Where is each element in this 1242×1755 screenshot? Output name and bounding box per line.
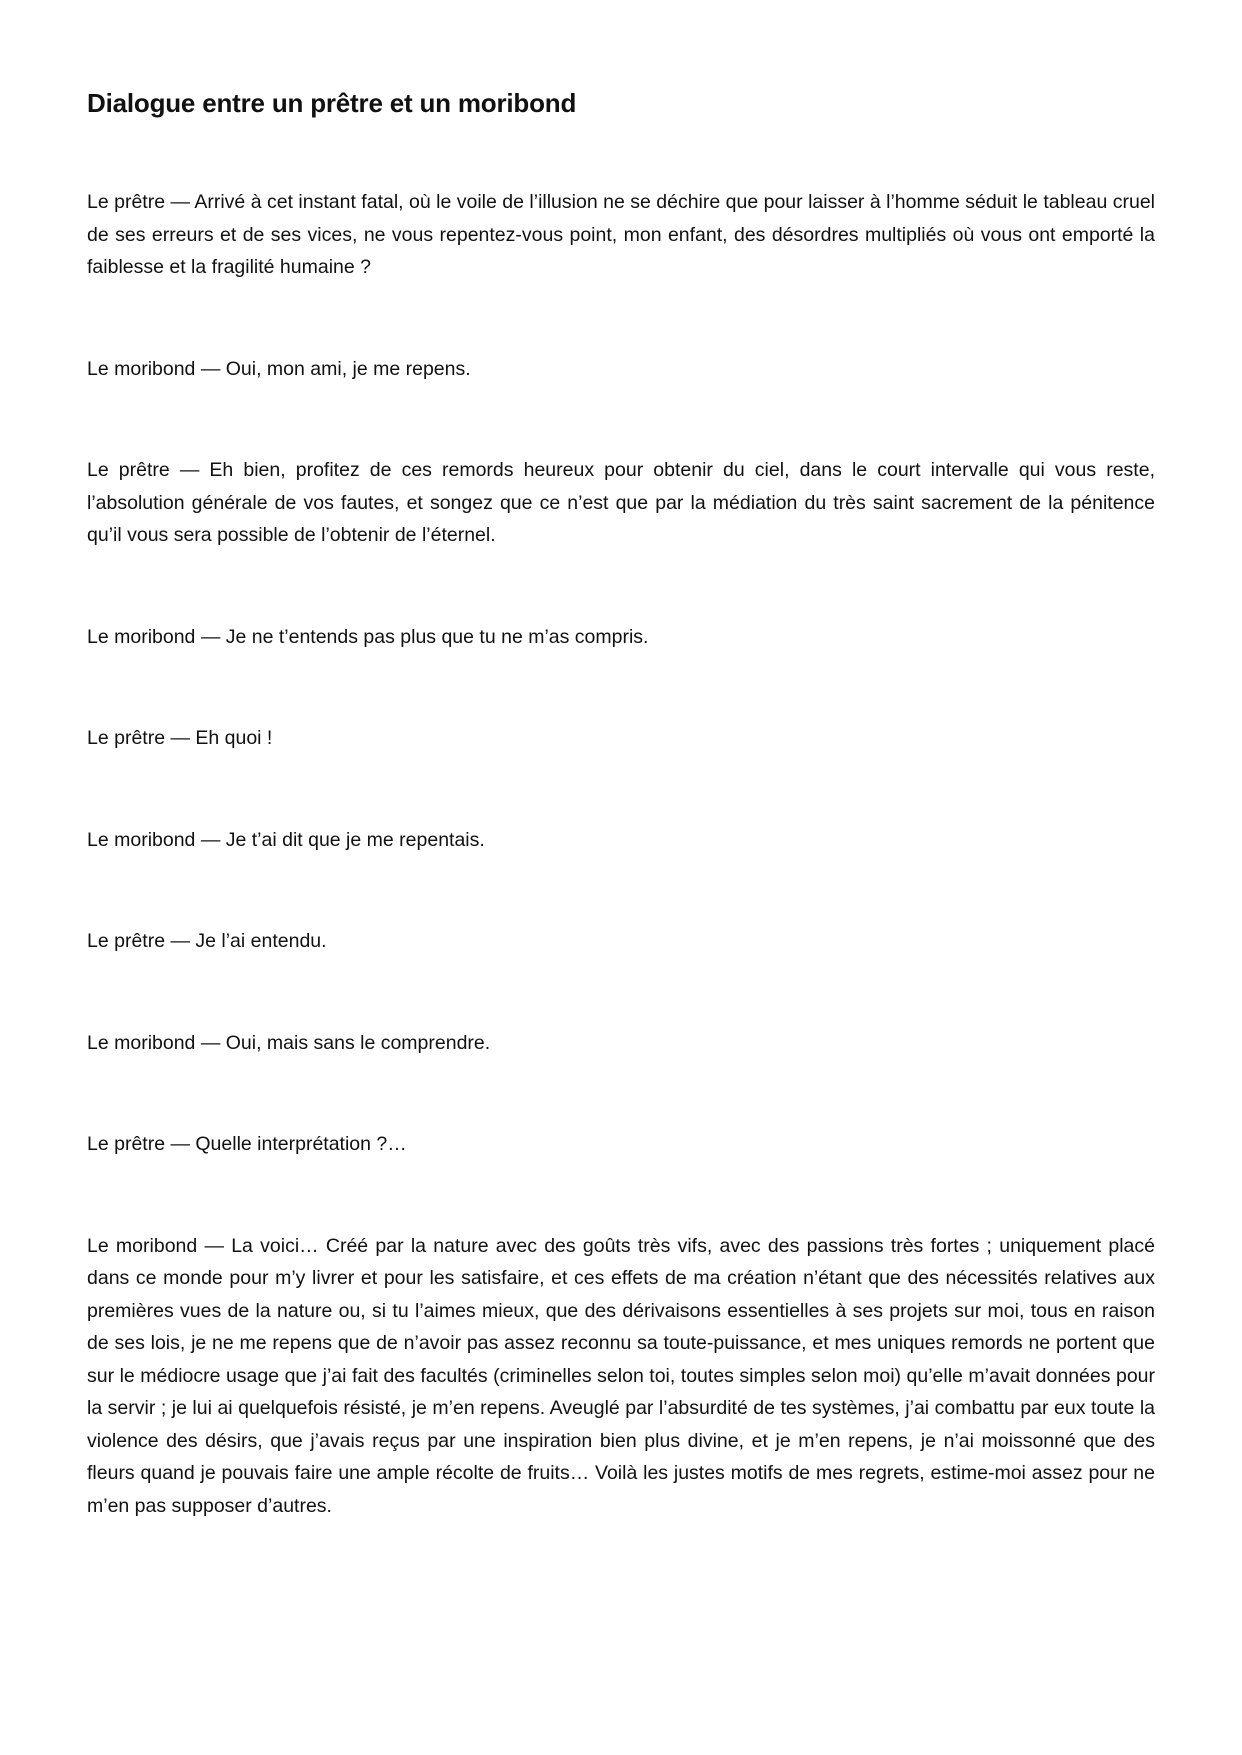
dialogue-line: Le prêtre — Arrivé à cet instant fatal, où le voile de l’illusion ne se déchire que pour laisser à l’homme séduit le tableau cruel de ses erreurs et de ses vices, ne vous repentez-vous point, mon enfant, des désordres multipliés où vous ont emporté la faiblesse et la fragilité humaine ?: [87, 191, 1155, 278]
dialogue-line: Le moribond — Je t’ai dit que je me repentais.: [87, 828, 485, 851]
dialogue-line: Le moribond — Oui, mon ami, je me repens.: [87, 357, 471, 380]
dialogue-line: Le prêtre — Eh quoi !: [87, 727, 273, 749]
dialogue-line: Le moribond — La voici… Créé par la nature avec des goûts très vifs, avec des passions très fortes ; uniquement placé dans ce monde pour m’y livrer et pour les satisfaire, et ces effets de ma création n’étant que des nécessités relatives aux premières vues de la nature ou, si tu l’aimes mieux, que des dérivaisons essentielles à ses projets sur moi, tous en raison de ses lois, je ne me repens que de n’avoir pas assez reconnu sa toute-puissance, et mes uniques remords ne portent que sur le médiocre usage que j’ai fait des facultés (criminelles selon toi, toutes simples selon moi) qu’elle m’avait données pour la servir ; je lui ai quelquefois résisté, je m’en repens. Aveuglé par l’absurdité de tes systèmes, j’ai combattu par eux toute la violence des désirs, que j’avais reçus par une inspiration bien plus divine, et je m’en repens, je n’ai moissonné que des fleurs quand je pouvais faire une ample récolte de fruits… Voilà les justes motifs de mes regrets, estime-moi assez pour ne m’en pas supposer d’autres.: [87, 1234, 1155, 1517]
dialogue-line: Le prêtre — Je l’ai entendu.: [87, 930, 327, 952]
document-page: [87, 86, 1155, 1591]
dialogue-body: [87, 186, 1155, 1522]
dialogue-line: Le moribond — Je ne t’entends pas plus que tu ne m’as compris.: [87, 625, 649, 648]
document-title: Dialogue entre un prêtre et un moribond: [87, 88, 577, 118]
dialogue-line: Le moribond — Oui, mais sans le comprendre.: [87, 1031, 491, 1054]
dialogue-line: Le prêtre — Eh bien, profitez de ces remords heureux pour obtenir du ciel, dans le court intervalle qui vous reste, l’absolution générale de vos fautes, et songez que ce n’est que par la médiation du très saint sacrement de la pénitence qu’il vous sera possible de l’obtenir de l’éternel.: [87, 459, 1155, 546]
dialogue-line: Le prêtre — Quelle interprétation ?…: [87, 1133, 407, 1155]
